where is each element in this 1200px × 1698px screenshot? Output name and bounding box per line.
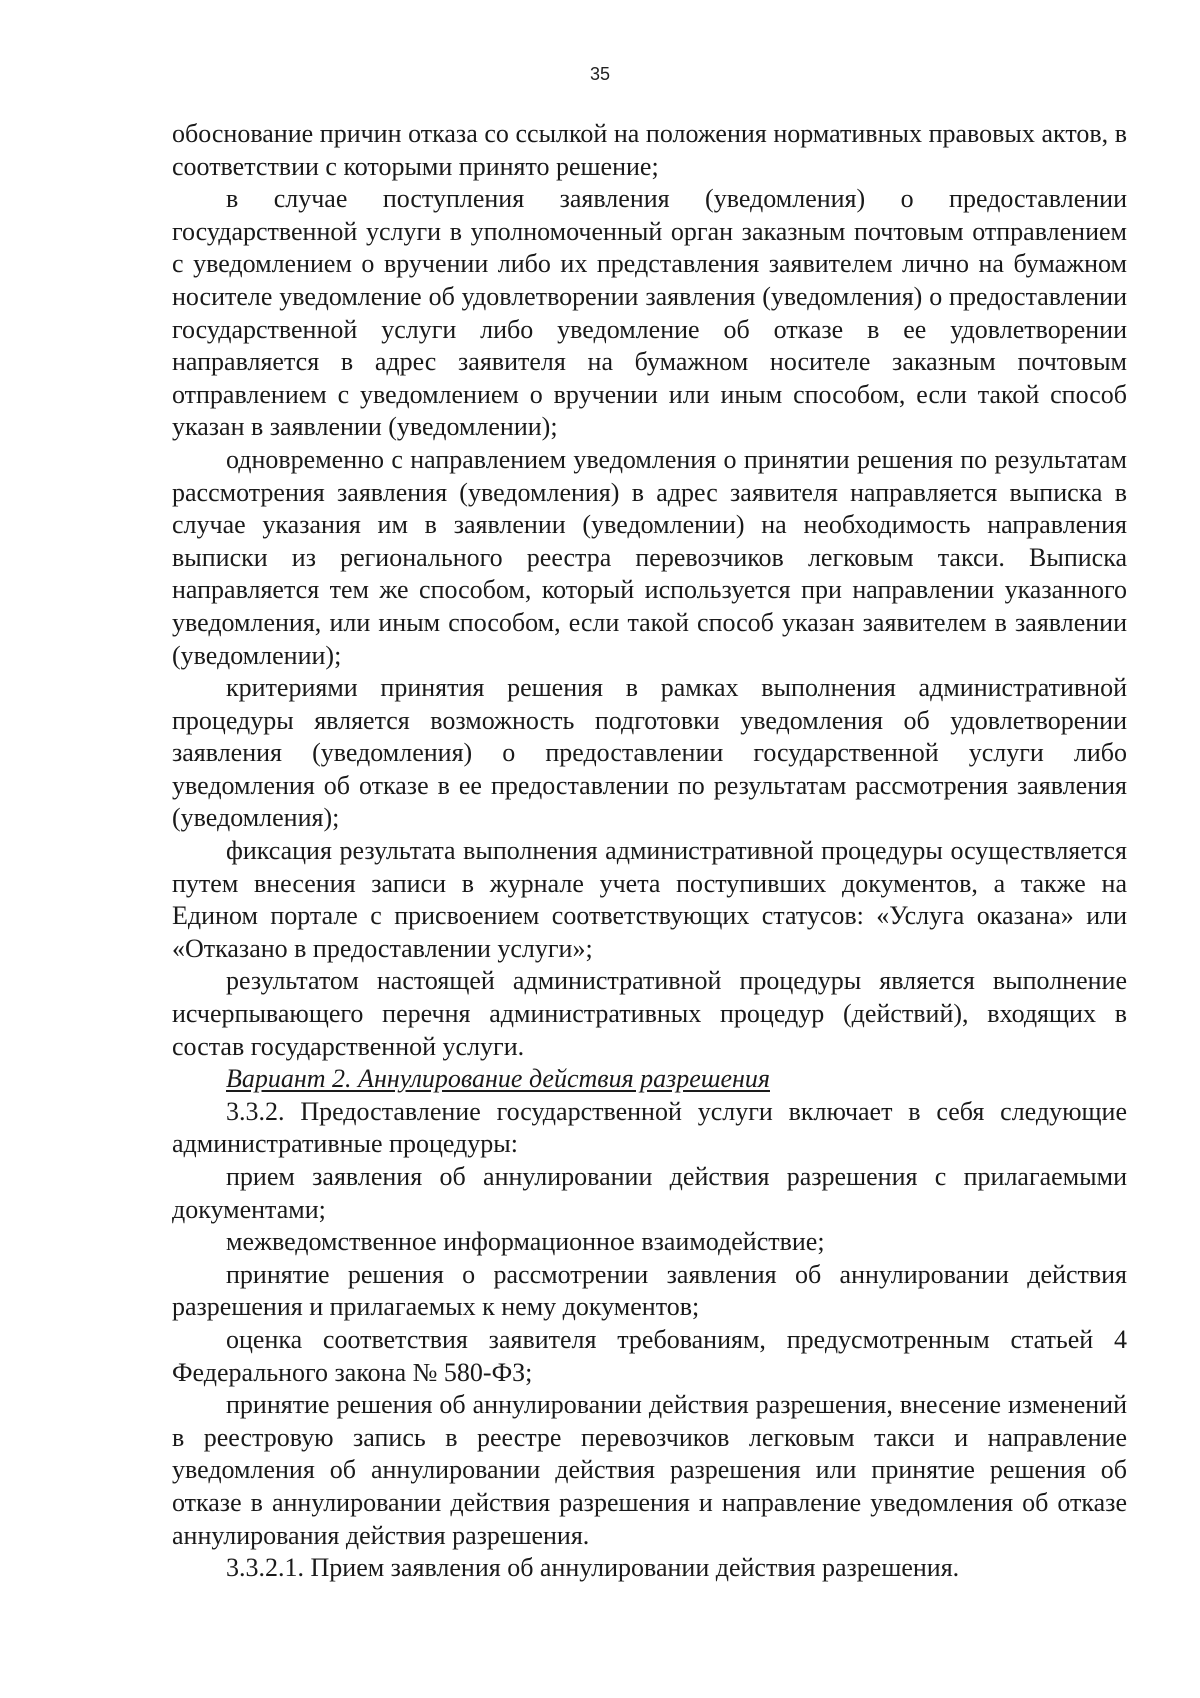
paragraph-decision-criteria: критериями принятия решения в рамках выполнения административной процедуры является возможность подготовки уведомления об удовлетворении заявления (уведомления) о предоставлении государственной услуги либо уведомления об отказе в ее предоставлении по результатам рассмотрения заявления (уведомления); — [172, 673, 1127, 833]
section-heading — [172, 1063, 1127, 1096]
paragraph-justification: обоснование причин отказа со ссылкой на положения нормативных правовых актов, в соответствии с которыми принято решение; — [172, 119, 1127, 181]
paragraph-extract-sending: одновременно с направлением уведомления о принятии решения по результатам рассмотрения заявления (уведомления) в адрес заявителя направляется выписка в случае указания им в заявлении (уведомлении) на необходимость направления выписки из регионального реестра перевозчиков легковым такси. Выписка направляется тем же способом, который используется при направлении указанного уведомления, или иным способом, если такой способ указан заявителем в заявлении (уведомлении); — [172, 444, 1127, 670]
paragraph-3-3-2-1: 3.3.2.1. Прием заявления об аннулировании действия разрешения. — [226, 1553, 960, 1583]
paragraph-procedure-result: результатом настоящей административной процедуры является выполнение исчерпывающего перечня административных процедур (действий), входящих в состав государственной услуги. — [172, 966, 1127, 1061]
paragraph-decision-consideration: принятие решения о рассмотрении заявления об аннулировании действия разрешения и прилагаемых к нему документов; — [172, 1259, 1127, 1322]
section-heading-text: Вариант 2. Аннулирование действия разрешения — [226, 1064, 770, 1094]
paragraph-annulment-decision: принятие решения об аннулировании действия разрешения, внесение изменений в реестровую запись в реестре перевозчиков легковым такси и направление уведомления об аннулировании действия разрешения или принятие решения об отказе в аннулировании действия разрешения и направление уведомления об отказе аннулирования действия разрешения. — [172, 1390, 1127, 1550]
paragraph-result-fixation: фиксация результата выполнения административной процедуры осуществляется путем внесения записи в журнале учета поступивших документов, а также на Едином портале с присвоением соответствующих статусов: «Услуга оказана» или «Отказано в предоставлении услуги»; — [172, 836, 1127, 963]
paragraph-application-reception: прием заявления об аннулировании действия разрешения с прилагаемыми документами; — [172, 1162, 1127, 1224]
page-number: 35 — [589, 64, 611, 84]
paragraph-paper-delivery: в случае поступления заявления (уведомления) о предоставлении государственной услуги в уполномоченный орган заказным почтовым отправлением с уведомлением о вручении либо их представления заявителем лично на бумажном носителе уведомление об удовлетворении заявления (уведомления) о предоставлении государственной услуги либо уведомление об отказе в ее удовлетворении направляется в адрес заявителя на бумажном носителе заказным почтовым отправлением с уведомлением о вручении или иным способом, если такой способ указан в заявлении (уведомлении); — [172, 184, 1127, 442]
paragraph-3-3-2: 3.3.2. Предоставление государственной услуги включает в себя следующие административные процедуры: — [172, 1096, 1127, 1159]
document-body — [172, 118, 1127, 1585]
paragraph-interagency-interaction: межведомственное информационное взаимодействие; — [226, 1227, 825, 1257]
paragraph-compliance-assessment: оценка соответствия заявителя требованиям, предусмотренным статьей 4 Федерального закона № 580-ФЗ; — [172, 1324, 1127, 1387]
